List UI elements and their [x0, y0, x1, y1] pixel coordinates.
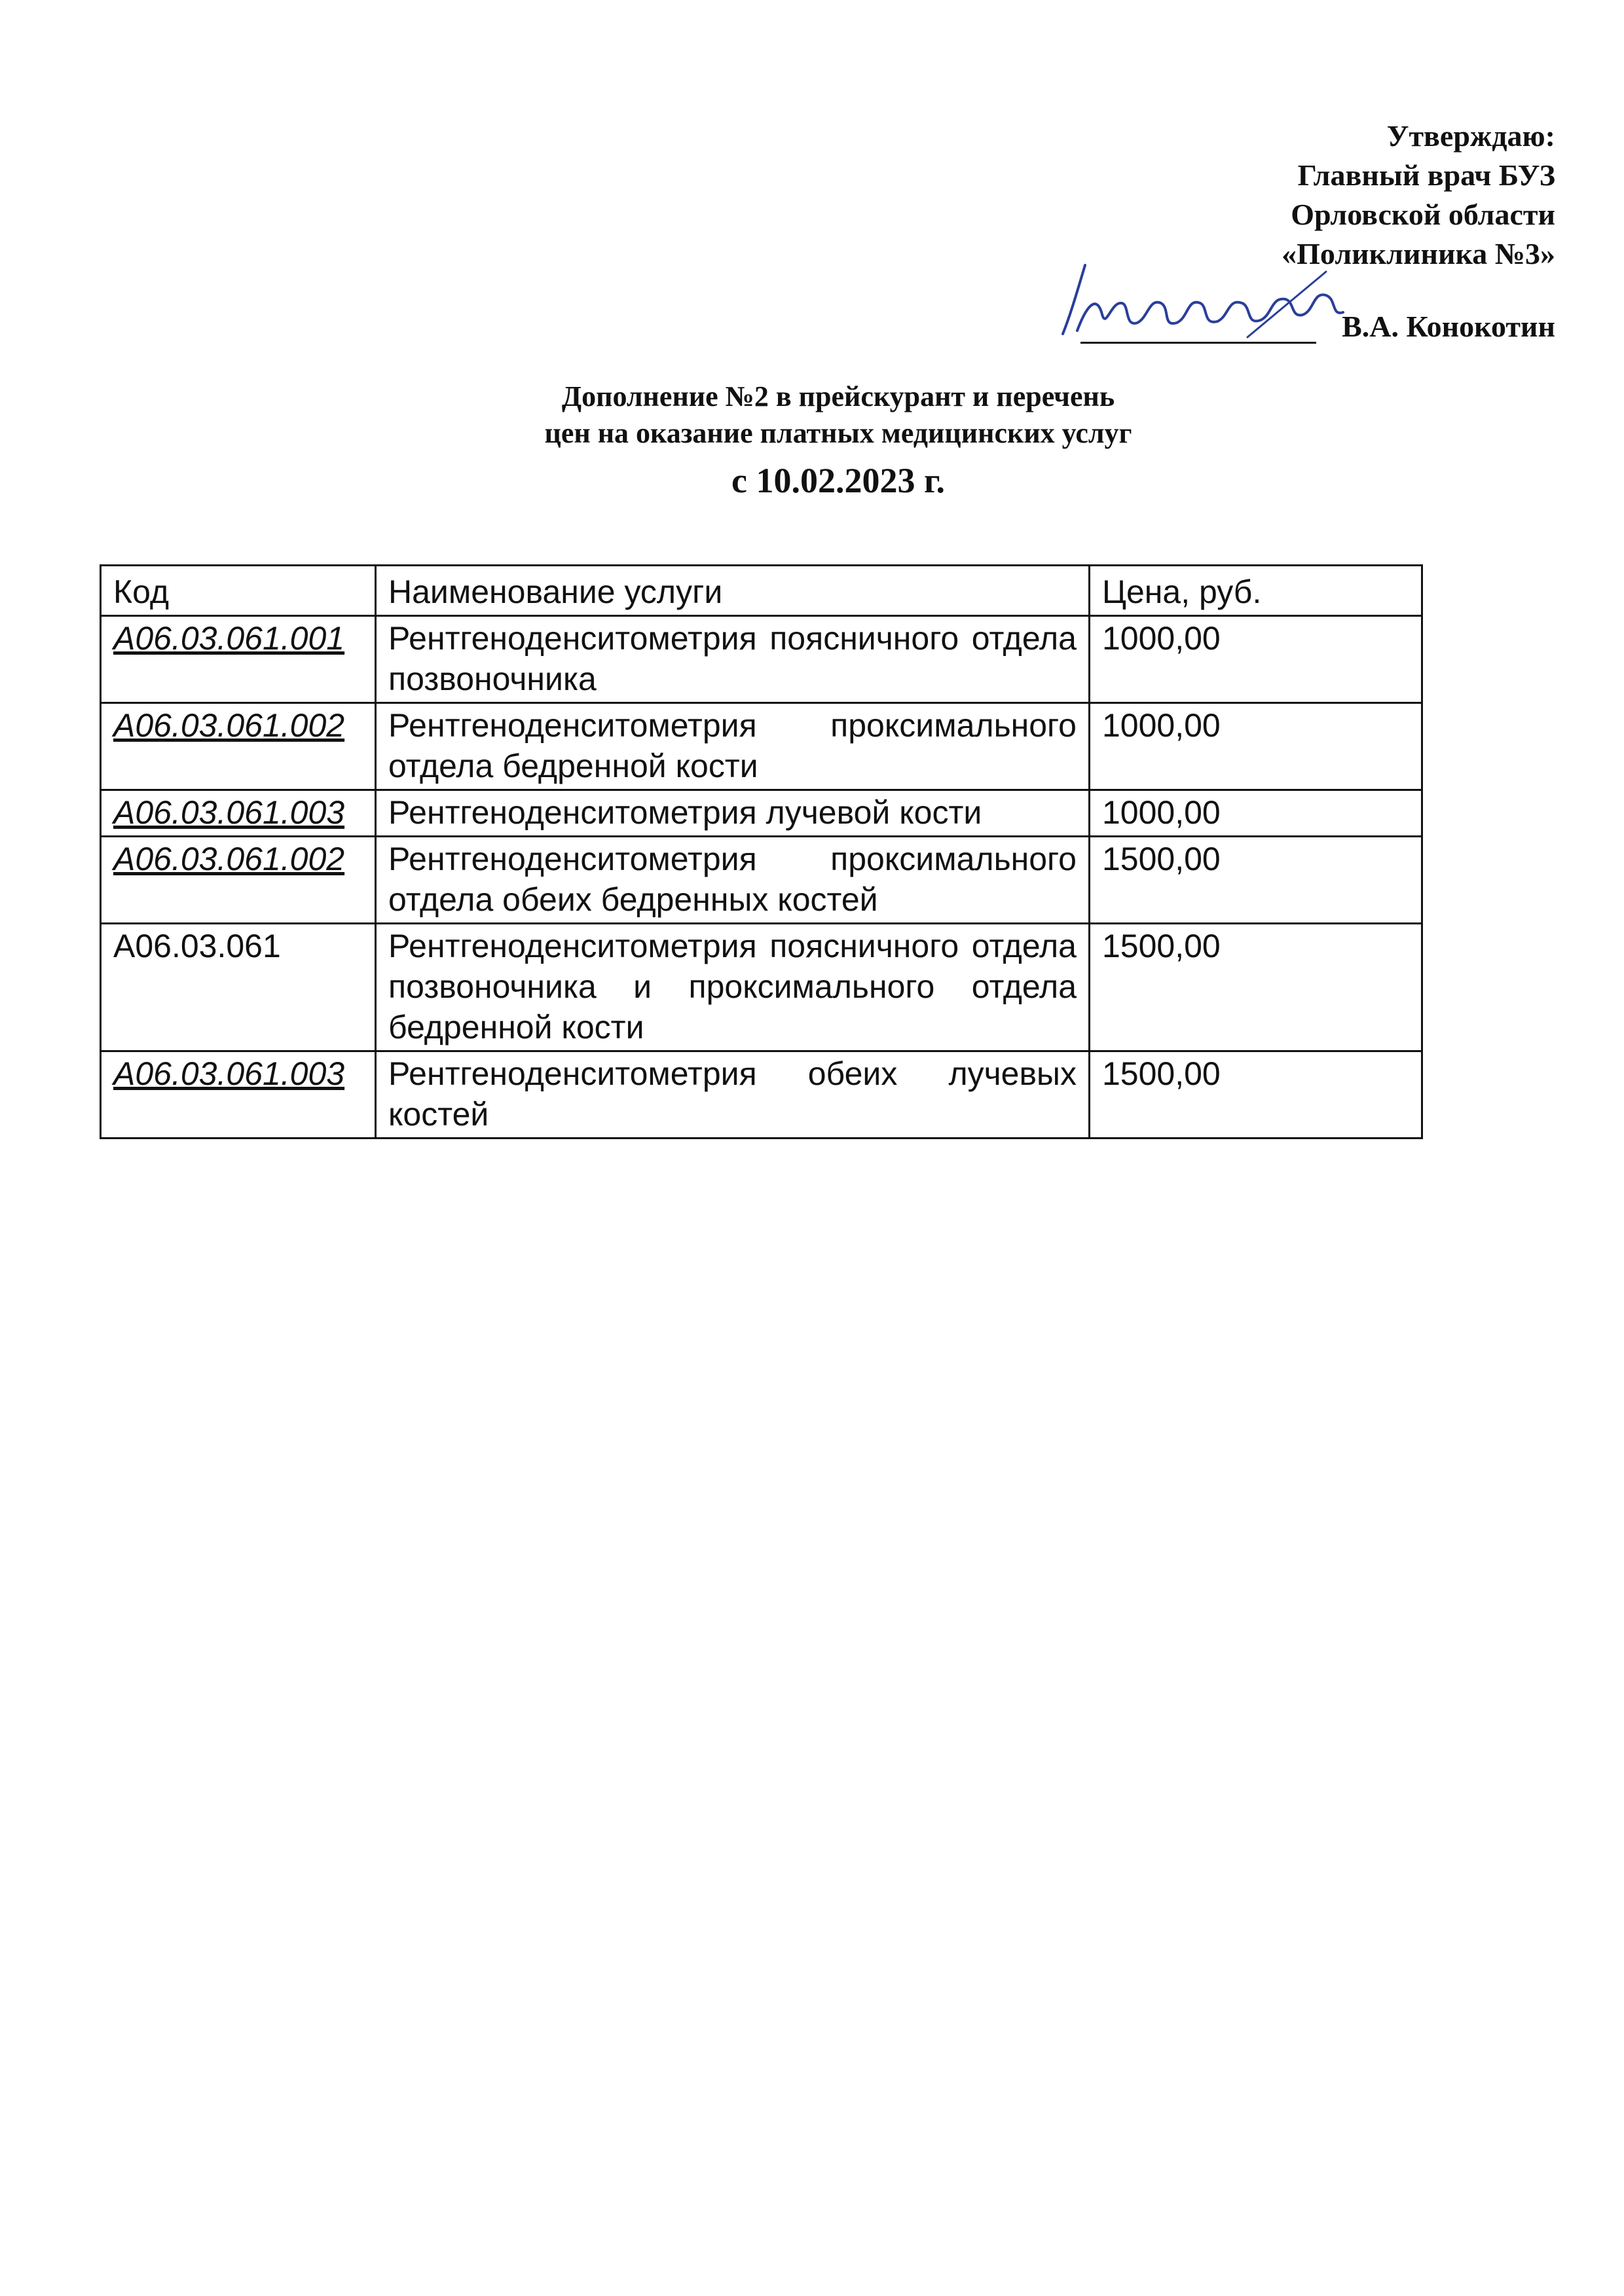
service-price: 1500,00 [1090, 837, 1422, 924]
service-price: 1000,00 [1090, 616, 1422, 703]
header-price: Цена, руб. [1090, 566, 1422, 616]
table-row [101, 616, 1422, 703]
signatory-name: В.А. Конокотин [1342, 310, 1555, 343]
service-name: Рентгеноденситометрия проксимального отдела бедренной кости [376, 703, 1090, 790]
price-table [100, 564, 1423, 1139]
table-row [101, 1051, 1422, 1139]
signature-row [1018, 252, 1555, 350]
table-row [101, 790, 1422, 837]
service-code: А06.03.061 [101, 924, 376, 1051]
service-price: 1500,00 [1090, 1051, 1422, 1139]
handwritten-signature [1051, 252, 1359, 344]
document-title [0, 378, 1624, 505]
service-name: Рентгеноденситометрия лучевой кости [376, 790, 1090, 837]
service-name: Рентгеноденситометрия поясничного отдела позвоночника [376, 616, 1090, 703]
approval-region: Орловской области [1291, 198, 1555, 231]
table-header-row [101, 566, 1422, 616]
title-date: с 10.02.2023 г. [731, 461, 945, 500]
table-row [101, 703, 1422, 790]
approval-title: Утверждаю: [1386, 119, 1555, 153]
service-name: Рентгеноденситометрия поясничного отдела позвоночника и проксимального отдела бедренной кости [376, 924, 1090, 1051]
service-code[interactable]: А06.03.061.003 [101, 1051, 376, 1139]
service-name: Рентгеноденситометрия обеих лучевых костей [376, 1051, 1090, 1139]
service-code[interactable]: А06.03.061.002 [101, 837, 376, 924]
signature-line [1080, 342, 1316, 344]
service-price: 1000,00 [1090, 703, 1422, 790]
service-price: 1500,00 [1090, 924, 1422, 1051]
header-code: Код [101, 566, 376, 616]
service-price: 1000,00 [1090, 790, 1422, 837]
title-line-1: Дополнение №2 в прейскурант и перечень [561, 380, 1115, 412]
header-name: Наименование услуги [376, 566, 1090, 616]
table-row [101, 837, 1422, 924]
service-code[interactable]: А06.03.061.003 [101, 790, 376, 837]
table-row [101, 924, 1422, 1051]
title-line-2: цен на оказание платных медицинских услуг [544, 417, 1132, 449]
service-code[interactable]: А06.03.061.002 [101, 703, 376, 790]
approval-block [1282, 117, 1555, 274]
service-code[interactable]: А06.03.061.001 [101, 616, 376, 703]
approval-position: Главный врач БУЗ [1297, 158, 1555, 192]
approval-organization: «Поликлиника №3» [1282, 237, 1555, 270]
service-name: Рентгеноденситометрия проксимального отдела обеих бедренных костей [376, 837, 1090, 924]
